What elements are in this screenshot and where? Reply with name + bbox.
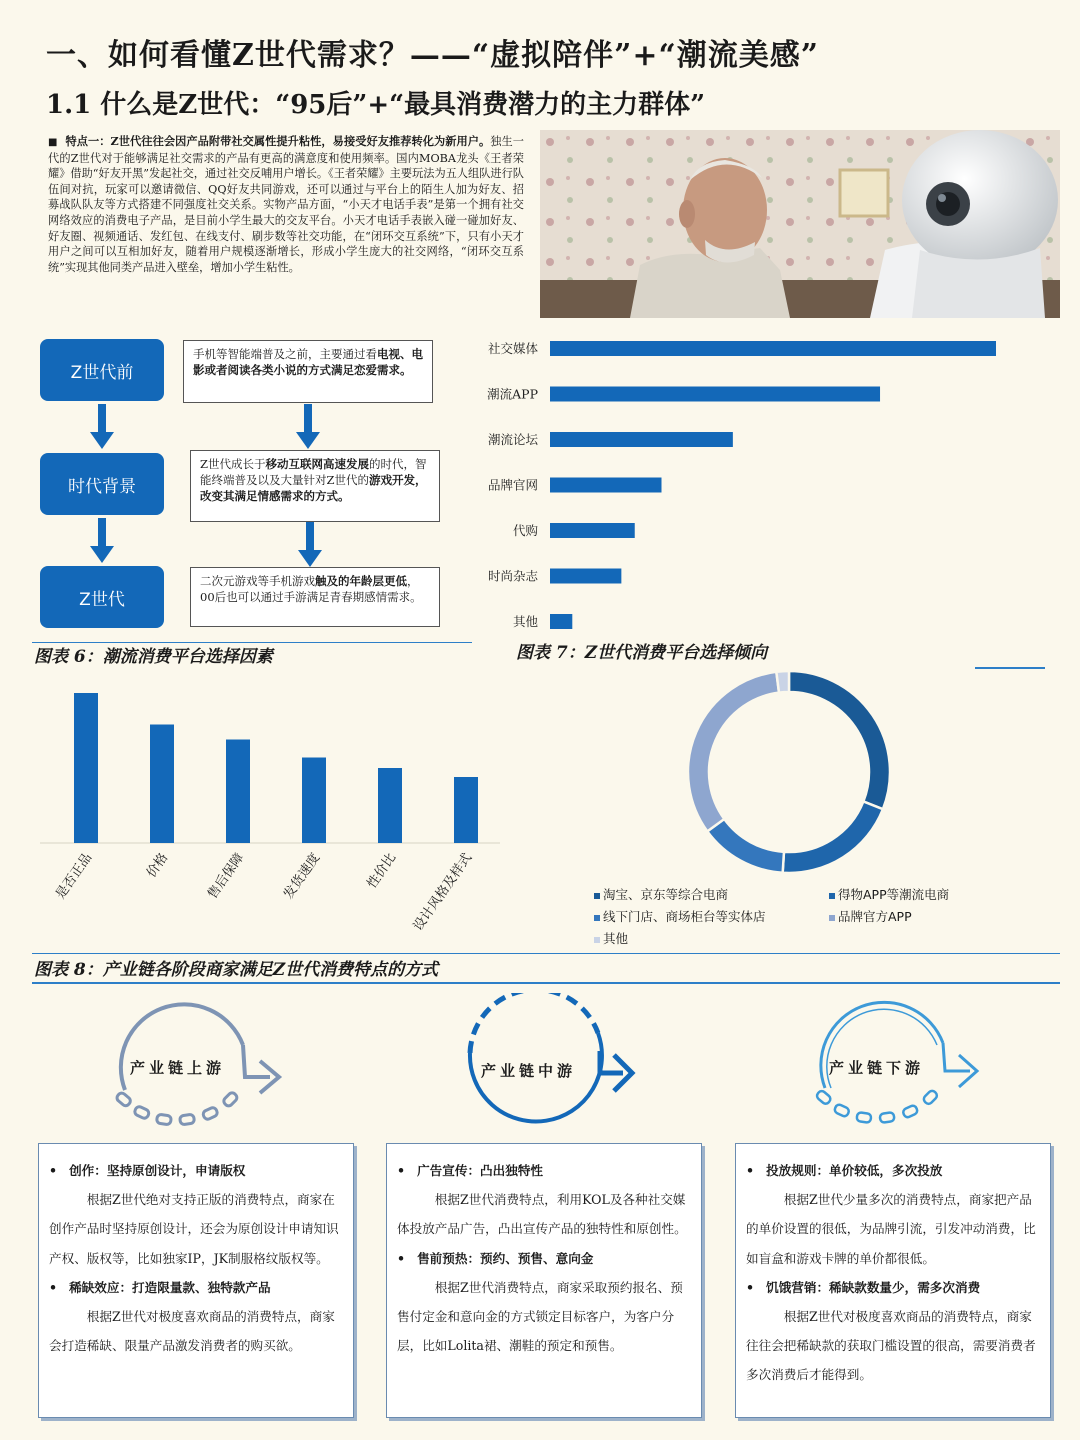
robot-elder-photo <box>540 130 1060 318</box>
intro-paragraph <box>48 134 524 275</box>
desc-bold: 电视、电影或者阅读各类小说的方式 <box>193 347 423 377</box>
donut-slice <box>776 671 789 693</box>
desc-text: ，00后也可以通过手游满足青春期感情需求。 <box>200 574 422 604</box>
legend-swatch <box>594 893 600 899</box>
flow-desc-background <box>190 450 440 522</box>
hbar-bar <box>550 569 621 584</box>
bullet-square-icon: ■ <box>48 137 58 148</box>
card-item-title <box>746 1273 1040 1302</box>
card-item-text: 根据Z世代绝对支持正版的消费特点，商家在创作产品时坚持原创设计，还会为原创设计申请知识产权、版权等，比如独家IP，JK制服格纹版权等。 <box>49 1192 339 1266</box>
desc-text: 的时代，智能终端普及以及大量针对Z世代的 <box>200 457 427 487</box>
vbar-tick-label: 性价比 <box>364 850 400 892</box>
down-arrow-icon <box>90 404 114 450</box>
caption-rule <box>975 667 1045 669</box>
vbar-tick-label: 售后保障 <box>205 850 248 902</box>
hbar-label: 代购 <box>512 523 538 538</box>
legend-swatch <box>829 893 835 899</box>
caption-rule <box>32 982 1060 984</box>
legend-item <box>594 928 1014 950</box>
stage-label-upstream: 产业链上游 <box>130 1059 226 1077</box>
z-platform-tendency-chart <box>30 680 520 945</box>
flow-step-before-z: Z世代前 <box>40 339 164 401</box>
stage-card-midstream <box>386 1143 702 1418</box>
vbar-tick-label: 设计风格及样式 <box>410 850 476 934</box>
donut-slice <box>688 672 779 832</box>
card-title-text: 饥饿营销：稀缺款数量少，需多次消费 <box>766 1279 981 1295</box>
vbar-bar <box>378 768 402 843</box>
flow-step-z: Z世代 <box>40 566 164 628</box>
vbar-tick-label: 发货速度 <box>281 850 324 902</box>
hbar-label: 其他 <box>512 614 538 629</box>
legend-row <box>594 884 1014 906</box>
stage-label-midstream: 产业链中游 <box>481 1062 577 1080</box>
card-item-title <box>397 1156 691 1185</box>
card-item-text: 根据Z世代对极度喜欢商品的消费特点，商家往往会把稀缺款的获取门槛设置的很高，需要消费者多次消费后才能得到。 <box>746 1309 1036 1383</box>
card-title-text: 售前预热：预约、预售、意向金 <box>417 1250 594 1266</box>
card-title-text: 稀缺效应：打造限量款、独特款产品 <box>69 1279 271 1295</box>
desc-bold: 满足恋爱需求。 <box>331 363 412 377</box>
bullet-dot-icon: • <box>397 1250 406 1266</box>
intro-lead: 特点一：Z世代往往会因产品附带社交属性提升粘性，易接受好友推荐转化为新用户。 <box>65 134 491 148</box>
desc-text: Z世代成长于 <box>200 457 266 471</box>
legend-label: 其他 <box>603 931 629 946</box>
hbar-label: 潮流APP <box>487 386 538 402</box>
donut-slice <box>707 819 784 873</box>
card-title-text: 创作：坚持原创设计，申请版权 <box>69 1163 246 1178</box>
card-item-text: 根据Z世代消费特点，利用KOL及各种社交媒体投放产品广告，凸出宣传产品的独特性和原创性。 <box>397 1192 687 1237</box>
hbar-bar <box>550 432 733 447</box>
hbar-bar <box>550 614 572 629</box>
legend-item <box>594 884 829 906</box>
vbar-tick-label: 价格 <box>144 850 172 881</box>
hbar-label: 时尚杂志 <box>487 568 538 584</box>
card-item-text: 根据Z世代消费特点，商家采取预约报名、预售付定金和意向金的方式锁定目标客户，为客户分层，比如Lolita裙、潮鞋的预定和预售。 <box>397 1279 683 1354</box>
vbar-bar <box>226 740 250 844</box>
legend-row <box>594 906 1014 928</box>
bullet-dot-icon: • <box>49 1163 58 1178</box>
section-subtitle: 1.1 什么是Z世代：“95后”+“最具消费潜力的主力群体” <box>46 90 706 120</box>
vbar-tick-label: 是否正品 <box>53 850 96 902</box>
card-item-title <box>397 1244 691 1273</box>
hbar-label: 潮流论坛 <box>487 432 538 447</box>
hbar-bar <box>550 478 662 493</box>
card-item-title <box>49 1273 343 1302</box>
down-arrow-icon <box>90 518 114 564</box>
desc-bold: 游戏开发，改变其满足情感需求的方式。 <box>200 473 427 503</box>
donut-svg <box>680 668 900 878</box>
hbar-svg <box>470 330 1030 635</box>
desc-text: 二次元游戏等手机游戏 <box>200 574 315 588</box>
donut-slice <box>789 671 890 809</box>
donut-legend <box>594 884 1014 950</box>
card-item-title <box>746 1156 1040 1185</box>
hbar-label: 社交媒体 <box>487 341 538 356</box>
legend-swatch <box>594 915 600 921</box>
legend-item <box>594 906 829 928</box>
down-arrow-icon <box>296 404 320 450</box>
bullet-dot-icon: • <box>746 1163 755 1178</box>
card-title-text: 广告宣传：凸出独特性 <box>417 1163 543 1178</box>
hbar-label: 品牌官网 <box>487 477 538 493</box>
donut-slice <box>783 801 883 873</box>
desc-bold: 移动互联网高速发展 <box>265 457 369 471</box>
stage-label-downstream: 产业链下游 <box>829 1059 925 1077</box>
legend-item <box>829 884 949 906</box>
stage-card-downstream <box>735 1143 1051 1418</box>
desc-bold: 触及的年龄层更低 <box>315 574 407 588</box>
card-item-text: 根据Z世代对极度喜欢商品的消费特点，商家会打造稀缺、限量产品激发消费者的购买欲。 <box>49 1309 335 1354</box>
hbar-bar <box>550 387 880 402</box>
platform-factors-chart <box>470 330 1030 635</box>
flow-step-background: 时代背景 <box>40 453 164 515</box>
desc-text: 手机等智能端普及之前，主要通过看 <box>193 347 377 361</box>
vbar-bar <box>150 725 174 844</box>
vbar-svg <box>30 680 520 945</box>
fig8-caption: 图表 8：产业链各阶段商家满足Z世代消费特点的方式 <box>34 960 439 980</box>
caption-rule <box>32 953 1060 954</box>
fig6-caption: 图表 6：潮流消费平台选择因素 <box>34 647 273 667</box>
fig7-caption: 图表 7：Z世代消费平台选择倾向 <box>516 643 768 663</box>
legend-item <box>829 906 912 928</box>
intro-body: 独生一代的Z世代对于能够满足社交需求的产品有更高的满意度和使用频率。国内MOBA龙头《王者荣耀》借助“好友开黑”发起社交，通过社交反哺用户增长。《王者荣耀》主要玩法为五人组队进行队伍间对抗，玩家可以邀请微信、QQ好友共同游戏，还可以通过与平台上的陌生人加为好友、招募战队队友等方式搭建不同强度社交关系。实物产品方面，“小天才电话手表”是第一个拥有社交网络效应的消费电子产品，是目前小学生最大的交友平台。小天才电话手表嵌入碰一碰加好友、好友圈、视频通话、发红包、在线支付、刷步数等社交功能，在“闭环交互系统”下，只有小天才用户之间可以互相加好友，随着用户规模逐渐增长，形成小学生庞大的社交网络，“闭环交互系统”实现其他同类产品进入壁垒，增加小学生粘性。 <box>48 135 524 274</box>
legend-label: 得物APP等潮流电商 <box>838 887 950 902</box>
legend-label: 线下门店、商场柜台等实体店 <box>603 909 766 924</box>
bullet-dot-icon: • <box>49 1279 58 1295</box>
hbar-bar <box>550 341 996 356</box>
vbar-bar <box>454 777 478 843</box>
card-item-text: 根据Z世代少量多次的消费特点，商家把产品的单价设置的很低，为品牌引流，引发冲动消费，比如盲盒和游戏卡牌的单价都很低。 <box>746 1192 1036 1266</box>
legend-swatch <box>594 937 600 943</box>
legend-swatch <box>829 915 835 921</box>
bullet-dot-icon: • <box>397 1163 406 1178</box>
card-item-title <box>49 1156 343 1185</box>
vbar-bar <box>74 693 98 843</box>
bullet-dot-icon: • <box>746 1279 755 1295</box>
legend-label: 品牌官方APP <box>838 909 912 924</box>
legend-label: 淘宝、京东等综合电商 <box>603 887 729 902</box>
hbar-bar <box>550 523 635 538</box>
down-arrow-icon <box>298 522 322 568</box>
page-title: 一、如何看懂Z世代需求？——“虚拟陪伴”+“潮流美感” <box>46 38 820 73</box>
card-title-text: 投放规则：单价较低，多次投放 <box>766 1163 943 1178</box>
vbar-bar <box>302 758 326 844</box>
flow-desc-z <box>190 567 440 627</box>
stage-card-upstream <box>38 1143 354 1418</box>
flow-desc-before-z <box>183 340 433 403</box>
donut-chart <box>680 668 900 878</box>
